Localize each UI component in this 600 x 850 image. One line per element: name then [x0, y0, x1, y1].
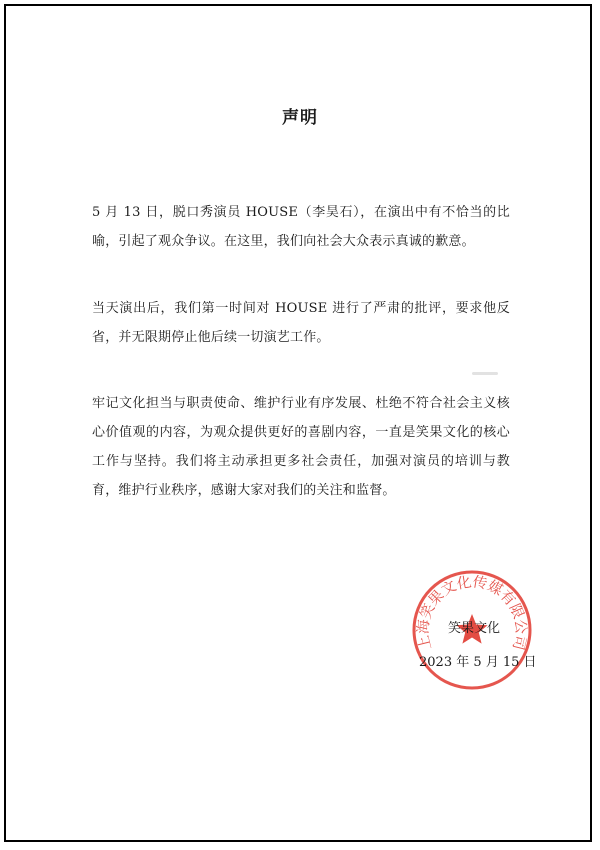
paragraph-2: 当天演出后，我们第一时间对 HOUSE 进行了严肃的批评，要求他反省，并无限期停止他后续一切演艺工作。 [92, 301, 510, 345]
paragraph-3: 牢记文化担当与职责使命、维护行业有序发展、杜绝不符合社会主义核心价值观的内容，为观众提供更好的喜剧内容，一直是笑果文化的核心工作与坚持。我们将主动承担更多社会责任，加强对演员的培训与教育，维护行业秩序，感谢大家对我们的关注和监督。 [92, 396, 510, 498]
scan-smudge [472, 372, 498, 375]
seal-text: 上海笑果文化传媒有限公司 [415, 574, 529, 652]
paragraph-1: 5 月 13 日，脱口秀演员 HOUSE（李昊石），在演出中有不恰当的比喻，引起了观众争议。在这里，我们向社会大众表示真诚的歉意。 [92, 205, 510, 249]
signature-company: 笑果文化 [448, 621, 501, 636]
document-title: 声明 [282, 108, 318, 128]
svg-text:上海笑果文化传媒有限公司 [415, 573, 529, 651]
signature-date: 2023 年 5 月 15 日 [419, 655, 537, 670]
